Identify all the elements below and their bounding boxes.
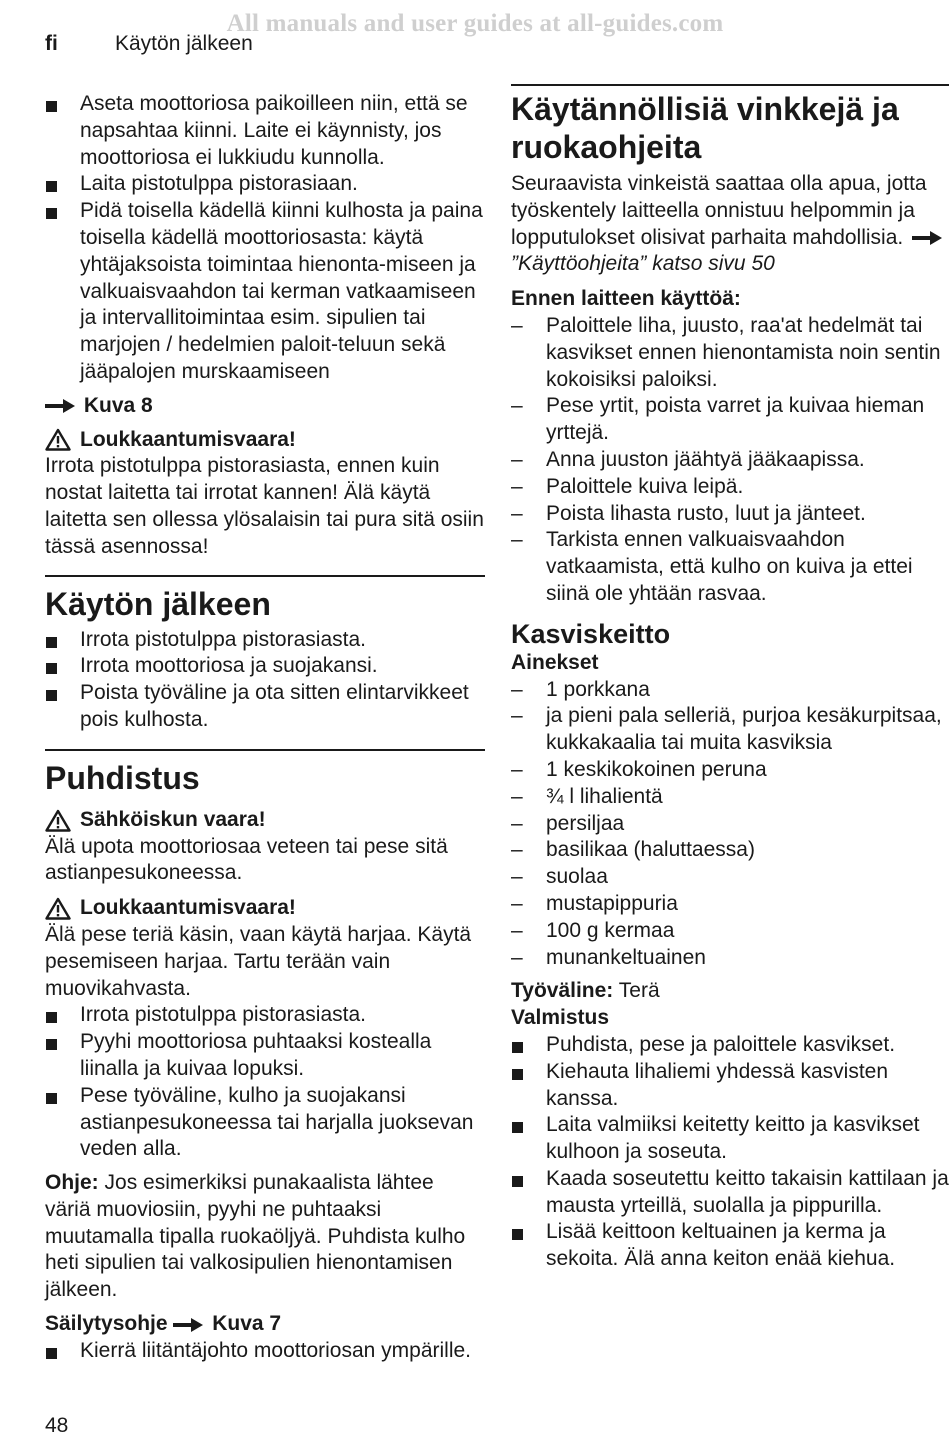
section-divider [45, 575, 485, 577]
figure-reference-label: Kuva 8 [83, 393, 153, 417]
list-item: Irrota moottoriosa ja suojakansi. [45, 653, 485, 680]
recipe-title: Kasviskeitto [511, 618, 671, 649]
after-use-list [45, 627, 485, 734]
list-item: – ¾ l lihalientä [511, 784, 949, 811]
cleaning-list [45, 1002, 485, 1163]
before-use-list [511, 313, 949, 608]
storage-heading [45, 1311, 485, 1338]
list-item: Pidä toisella kädellä kiinni kulhosta ja paina toisella kädellä moottoriosasta: käytä yhtäjaksoista toimintaa hienonta-miseen ja valkuaisvaahdon tai kerman vatkaamiseen ja intervallitoimintaa esim. sipulien tai marjojen / hedelmien paloit-teluun sekä jääpalojen murskaamiseen [45, 198, 485, 386]
left-column [45, 91, 485, 1365]
list-item: – munankeltuainen [511, 945, 949, 972]
warning-text: Irrota pistotulppa pistorasiasta, ennen kuin nostat laitetta tai irrotat kannen! Älä käytä laitetta sen ollessa ylösalaisin tai pura sitä osiin tässä asennossa! [45, 454, 484, 558]
section-heading-cleaning: Puhdistus [45, 759, 200, 796]
ingredients-label: Ainekset [511, 650, 599, 674]
tool-label: Työväline: [511, 979, 614, 1003]
note-label: Ohje: [45, 1171, 99, 1195]
list-item: – mustapippuria [511, 891, 949, 918]
list-item: – suolaa [511, 864, 949, 891]
tool-line [511, 978, 949, 1005]
warning-triangle-icon [45, 428, 71, 451]
warning-text: Älä upota moottoriosaa veteen tai pese sitä astianpesukoneessa. [45, 834, 448, 885]
list-item: Puhdista, pese ja paloittele kasvikset. [511, 1032, 949, 1059]
storage-list [45, 1338, 485, 1365]
cleaning-note [45, 1170, 485, 1304]
warning-title: Sähköiskun vaara! [80, 807, 266, 831]
tips-intro [511, 171, 949, 278]
warning-title: Loukkaantumisvaara! [80, 896, 296, 920]
figure-reference [45, 393, 485, 420]
list-item: – 100 g kermaa [511, 918, 949, 945]
warning-triangle-icon [45, 809, 71, 832]
page-number: 48 [45, 1414, 69, 1437]
warning-text: Älä pese teriä käsin, vaan käytä harjaa. Käytä pesemiseen harjaa. Tartu terään vain muovikahvasta. [45, 922, 472, 1000]
section-heading-tips: Käytännöllisiä vinkkejä ja ruokaohjeita [511, 91, 899, 165]
warning-heading [45, 895, 485, 922]
list-item: Poista työväline ja ota sitten elintarvikkeet pois kulhosta. [45, 680, 485, 734]
list-item: Irrota pistotulppa pistorasiasta. [45, 627, 485, 654]
preparation-label: Valmistus [511, 1006, 610, 1030]
list-item: – Paloittele liha, juusto, raa'at hedelmät tai kasvikset ennen hienontamista noin sentin kokoisiksi paloiksi. [511, 313, 949, 393]
warning-triangle-icon [45, 897, 71, 920]
list-item: Laita pistotulppa pistorasiaan. [45, 171, 485, 198]
section-divider [45, 749, 485, 751]
list-item: Pese työväline, kulho ja suojakansi astianpesukoneessa tai harjalla juoksevan veden alla. [45, 1083, 485, 1163]
list-item: Kierrä liitäntäjohto moottoriosan ympärille. [45, 1338, 485, 1365]
running-header: Käytön jälkeen [115, 32, 253, 55]
arrow-right-icon [912, 231, 942, 245]
section-heading-after-use: Käytön jälkeen [45, 585, 271, 622]
list-item: – Poista lihasta rusto, luut ja jänteet. [511, 501, 949, 528]
list-item: – Pese yrtit, poista varret ja kuivaa hieman yrttejä. [511, 393, 949, 447]
preparation-steps [511, 1032, 949, 1273]
list-item: Laita valmiiksi keitetty keitto ja kasvikset kulhoon ja soseuta. [511, 1112, 949, 1166]
note-text: Jos esimerkiksi punakaalista lähtee väriä muoviosiin, pyyhi ne puhtaaksi muutamalla tipalla ruokaöljyä. Puhdista kulho heti sipulien tai valkosipulien hienontamisen jälkeen. [45, 1171, 466, 1302]
list-item: – Paloittele kuiva leipä. [511, 474, 949, 501]
storage-figure-reference: Kuva 7 [212, 1312, 282, 1336]
right-column [511, 84, 949, 1273]
section-divider [511, 84, 949, 86]
tips-intro-text: Seuraavista vinkeistä saattaa olla apua, jotta työskentely laitteella onnistuu helpommin ja lopputulokset olisivat parhaita mahdollisia. [511, 172, 927, 249]
list-item: – basilikaa (haluttaessa) [511, 837, 949, 864]
arrow-right-icon [173, 1318, 203, 1332]
list-item: Pyyhi moottoriosa puhtaaksi kostealla liinalla ja kuivaa lopuksi. [45, 1029, 485, 1083]
before-use-label: Ennen laitteen käyttöä: [511, 287, 741, 311]
list-item: Lisää keittoon keltuainen ja kerma ja sekoita. Älä anna keiton enää kiehua. [511, 1219, 949, 1273]
tips-intro-reference: ”Käyttöohjeita” katso sivu 50 [511, 252, 775, 276]
storage-label: Säilytysohje [45, 1312, 168, 1336]
list-item: Kiehauta lihaliemi yhdessä kasvisten kanssa. [511, 1059, 949, 1113]
watermark: All manuals and user guides at all-guides.com [226, 10, 724, 37]
warning-title: Loukkaantumisvaara! [80, 427, 296, 451]
ingredients-list [511, 677, 949, 972]
warning-heading [45, 807, 485, 834]
list-item: – 1 keskikokoinen peruna [511, 757, 949, 784]
list-item: – persiljaa [511, 811, 949, 838]
intro-bullet-list [45, 91, 485, 386]
list-item: Kaada soseutettu keitto takaisin kattilaan ja mausta yrteillä, suolalla ja pippurilla. [511, 1166, 949, 1220]
list-item: Aseta moottoriosa paikoilleen niin, että se napsahtaa kiinni. Laite ei käynnisty, jos moottoriosa ei lukkiudu kunnolla. [45, 91, 485, 171]
list-item: – Tarkista ennen valkuaisvaahdon vatkaamista, että kulho on kuiva ja ettei siinä ole yhtään rasvaa. [511, 527, 949, 607]
list-item: – ja pieni pala selleriä, purjoa kesäkurpitsaa, kukkakaalia tai muita kasviksia [511, 703, 949, 757]
arrow-right-icon [45, 399, 75, 413]
warning-heading [45, 427, 485, 454]
list-item: Irrota pistotulppa pistorasiasta. [45, 1002, 485, 1029]
list-item: – Anna juuston jäähtyä jääkaapissa. [511, 447, 949, 474]
language-code: fi [45, 32, 58, 55]
list-item: – 1 porkkana [511, 677, 949, 704]
tool-value: Terä [618, 979, 660, 1003]
